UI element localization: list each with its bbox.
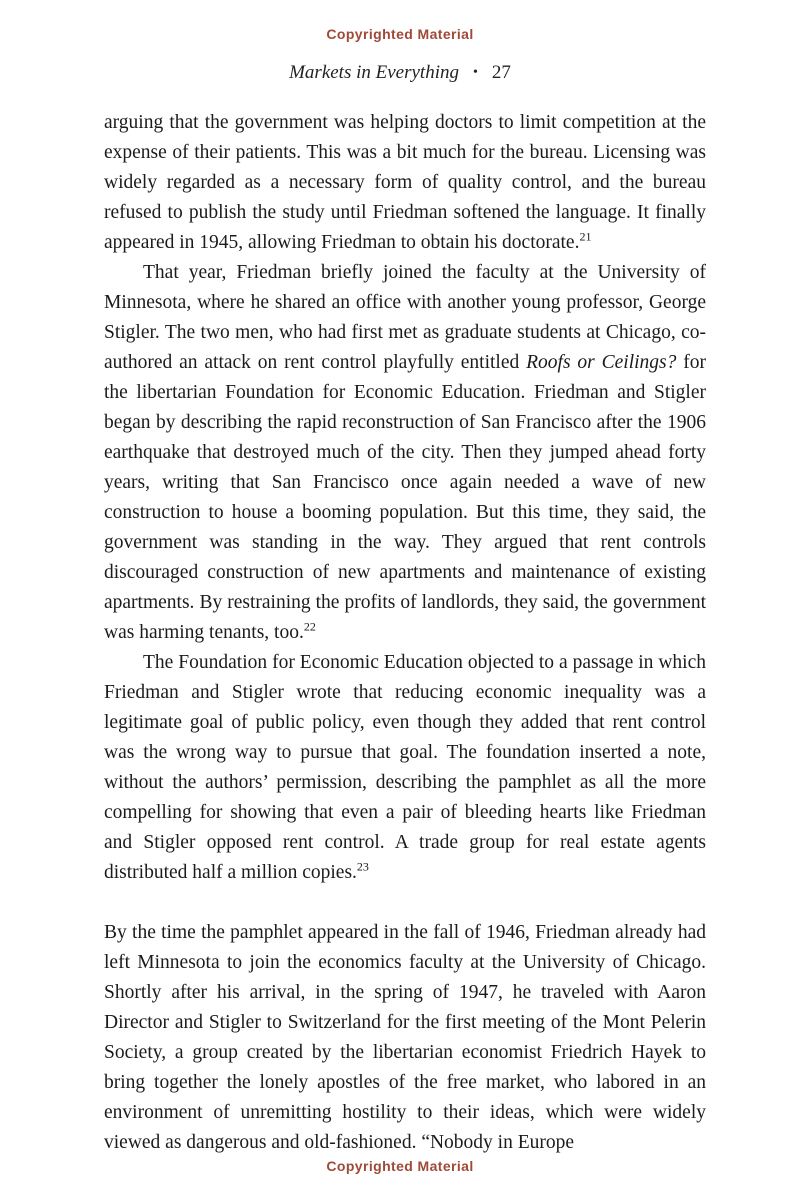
footnote-reference: 21 bbox=[579, 229, 592, 244]
page-number: 27 bbox=[491, 62, 511, 83]
body-text bbox=[104, 108, 706, 1158]
text-run: The Foundation for Economic Education objected to a passage in which Friedman and Stigler wrote that reducing economic inequality was a legitimate goal of public policy, even though they added that rent control was the wrong way to pursue that goal. The foundation inserted a note, without the authors’ permission, describing the pamphlet as all the more compelling for showing that even a pair of bleeding hearts like Friedman and Stigler opposed rent control. A trade group for real estate agents distributed half a million copies. bbox=[104, 652, 706, 883]
paragraph bbox=[104, 648, 706, 888]
paragraph bbox=[104, 258, 706, 648]
footnote-reference: 23 bbox=[356, 859, 369, 874]
text-run: That year, Friedman briefly joined the faculty at the University of Minnesota, where he shared an office with another young professor, George Stigler. The two men, who had first met as graduate students at Chicago, co-authored an attack on rent control playfully entitled bbox=[104, 262, 706, 373]
running-head bbox=[0, 62, 800, 84]
footnote-reference: 22 bbox=[303, 619, 316, 634]
paragraph bbox=[104, 108, 706, 258]
chapter-title: Markets in Everything bbox=[289, 62, 459, 83]
paragraph bbox=[104, 918, 706, 1158]
italic-text: Roofs or Ceilings? bbox=[526, 352, 677, 373]
text-run: arguing that the government was helping doctors to limit competition at the expense of their patients. This was a bit much for the bureau. Licensing was widely regarded as a necessary form of quality control, and the bureau refused to publish the study until Friedman softened the language. It finally appeared in 1945, allowing Friedman to obtain his doctorate. bbox=[104, 112, 706, 253]
separator-bullet: • bbox=[473, 65, 478, 80]
copyright-notice-bottom: Copyrighted Material bbox=[326, 1158, 474, 1174]
copyright-notice-top: Copyrighted Material bbox=[326, 26, 474, 42]
text-run: By the time the pamphlet appeared in the fall of 1946, Friedman already had left Minnesota to join the economics faculty at the University of Chicago. Shortly after his arrival, in the spring of 1947, he traveled with Aaron Director and Stigler to Switzerland for the first meeting of the Mont Pelerin Society, a group created by the libertarian economist Friedrich Hayek to bring together the lonely apostles of the free market, who labored in an environment of unremitting hostility to their ideas, which were widely viewed as dangerous and old-fashioned. “Nobody in Europe bbox=[104, 922, 706, 1153]
text-run: for the libertarian Foundation for Economic Education. Friedman and Stigler began by describing the rapid reconstruction of San Francisco after the 1906 earthquake that destroyed much of the city. Then they jumped ahead forty years, writing that San Francisco once again needed a wave of new construction to house a booming population. But this time, they said, the government was standing in the way. They argued that rent controls discouraged construction of new apartments and maintenance of existing apartments. By restraining the profits of landlords, they said, the government was harming tenants, too. bbox=[104, 352, 706, 643]
